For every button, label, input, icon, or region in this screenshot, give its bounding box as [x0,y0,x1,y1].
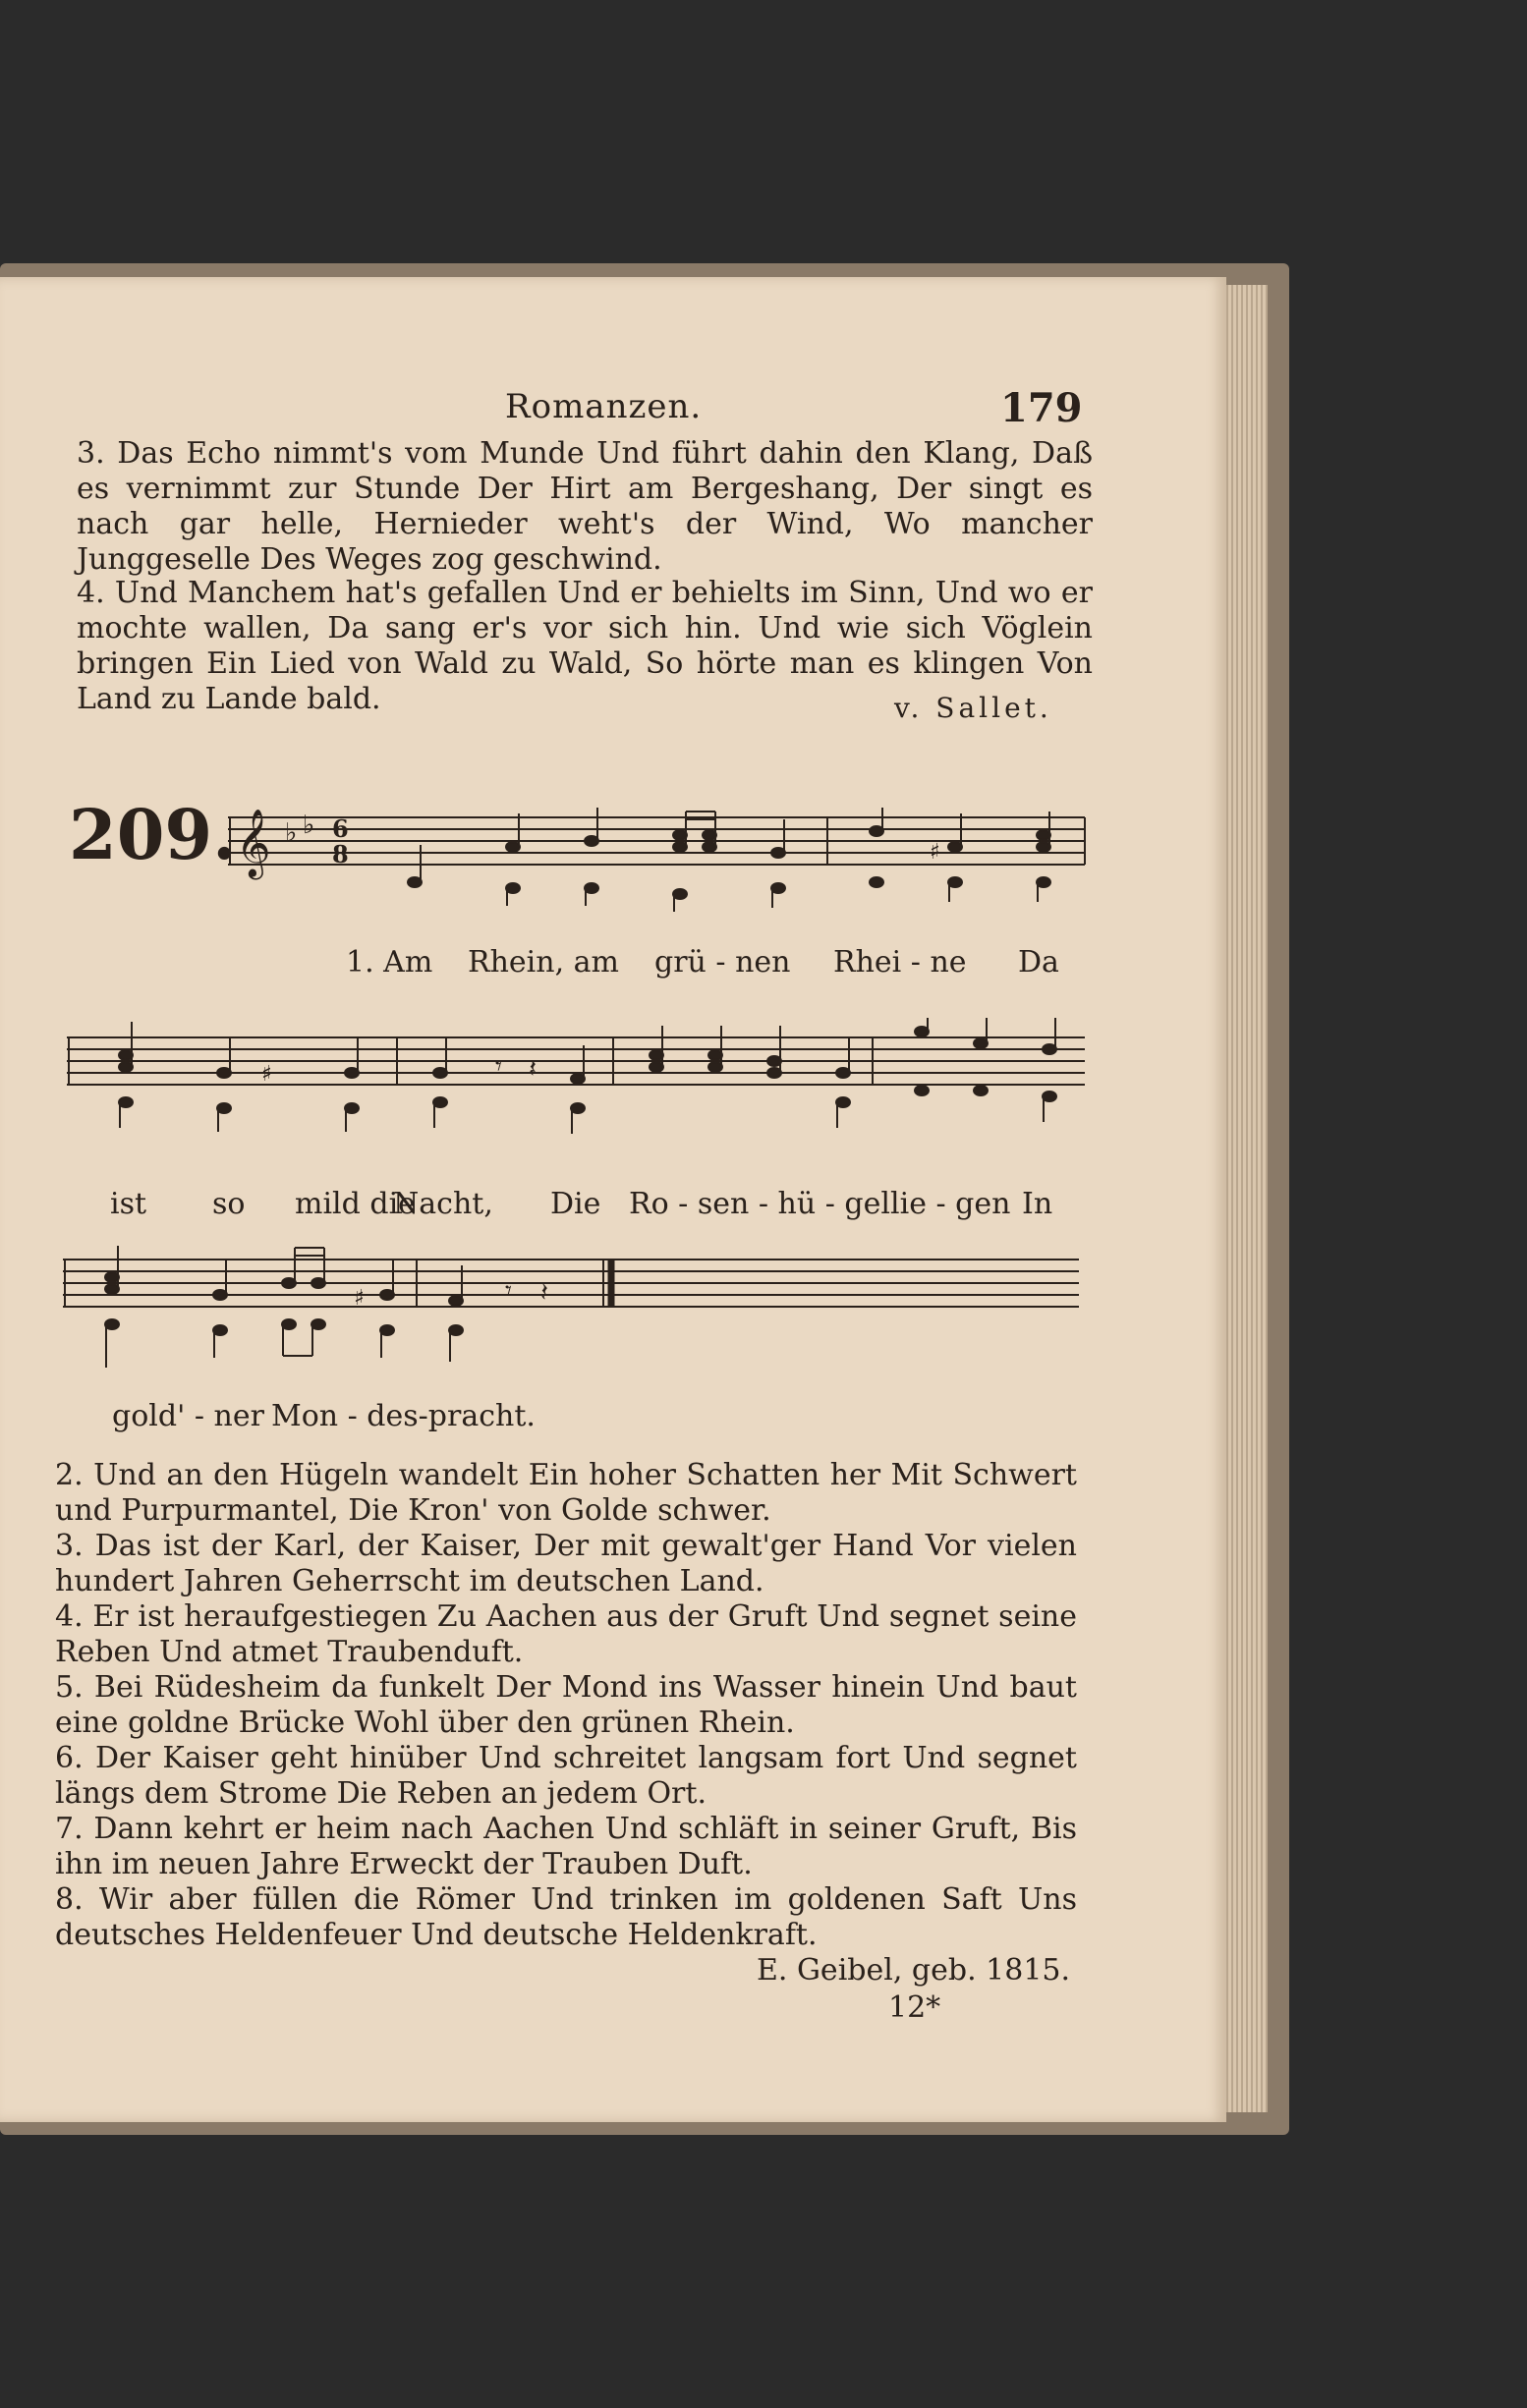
stanza-6: 6. Der Kaiser geht hinüber Und schreitet langsam fort Und segnet längs dem Strome Die Reben an jedem Ort. [55,1741,1077,1811]
lyrics-line-3 [0,1399,1226,1438]
stanza-previous-3: 3. Das Echo nimmt's vom Munde Und führt dahin den Klang, Daß es vernimmt zur Stunde Der Hirt am Bergeshang, Der singt es nach gar helle, Hernieder weht's der Wind, Wo mancher Junggeselle Des Weges zog geschwind. [77,436,1093,577]
lyric-syllable: In [1022,1187,1053,1221]
lyrics-line-1 [0,945,1226,984]
lyric-syllable: gold' - ner [112,1399,264,1433]
svg-text:𝄾: 𝄾 [505,1276,512,1306]
music-staff-3 [63,1240,1095,1377]
signature-mark: 12* [888,1990,941,2025]
lyric-syllable: Nacht, [393,1187,493,1221]
lyric-syllable: so [212,1187,246,1221]
song-number: 209. [69,794,237,875]
lyric-syllable: mild die [295,1187,416,1221]
running-title: Romanzen. [505,387,703,426]
svg-text:8: 8 [332,840,349,868]
music-staff-1 [228,808,1093,916]
lyric-syllable: Rhein, am [468,945,619,980]
lyric-syllable: 1. Am [346,945,433,980]
stanza-7: 7. Dann kehrt er heim nach Aachen Und schläft in seiner Gruft, Bis ihn im neuen Jahre Erweckt der Trauben Duft. [55,1812,1077,1881]
lyric-syllable: grü - nen [654,945,791,980]
lyric-syllable: Da [1018,945,1059,980]
svg-text:6: 6 [332,814,349,843]
lyric-syllable: Ro - sen - hü - gel [629,1187,890,1221]
lyrics-line-2 [0,1187,1226,1226]
author-previous: v. Sallet. [894,692,1052,724]
stanza-4: 4. Er ist heraufgestiegen Zu Aachen aus der Gruft Und segnet seine Reben Und atmet Traubenduft. [55,1599,1077,1669]
author-attribution: E. Geibel, geb. 1815. [757,1953,1071,1988]
svg-text:𝄾: 𝄾 [495,1052,502,1082]
page-number: 179 [1000,385,1083,431]
stanza-5: 5. Bei Rüdesheim da funkelt Der Mond ins Wasser hinein Und baut eine goldne Brücke Wohl über den grünen Rhein. [55,1670,1077,1740]
svg-text:𝄽: 𝄽 [540,1278,548,1308]
lyric-syllable: Mon - des-pracht. [271,1399,536,1433]
lyric-syllable: ist [110,1187,147,1221]
svg-text:♭: ♭ [303,811,315,840]
stanza-8: 8. Wir aber füllen die Römer Und trinken im goldenen Saft Uns deutsches Heldenfeuer Und deutsche Heldenkraft. [55,1882,1077,1952]
lyric-syllable: Die [550,1187,601,1221]
svg-text:𝄞: 𝄞 [236,809,271,877]
svg-text:♯: ♯ [354,1286,365,1311]
svg-text:♯: ♯ [930,840,940,865]
stanza-3: 3. Das ist der Karl, der Kaiser, Der mit gewalt'ger Hand Vor vielen hundert Jahren Geherrscht im deutschen Land. [55,1529,1077,1598]
svg-text:♯: ♯ [261,1062,272,1087]
stanza-2: 2. Und an den Hügeln wandelt Ein hoher Schatten her Mit Schwert und Purpurmantel, Die Kron' von Golde schwer. [55,1458,1077,1528]
lyric-syllable: lie - gen [890,1187,1011,1221]
stanza-previous-4: 4. Und Manchem hat's gefallen Und er behielts im Sinn, Und wo er mochte wallen, Da sang er's vor sich hin. Und wie sich Vöglein bringen Ein Lied von Wald zu Wald, So hörte man es klingen Von Land zu Lande bald. [77,576,1093,716]
svg-text:𝄽: 𝄽 [529,1054,537,1084]
lyric-syllable: Rhei - ne [833,945,967,980]
music-staff-2 [67,1018,1099,1146]
svg-text:♭: ♭ [285,818,298,848]
